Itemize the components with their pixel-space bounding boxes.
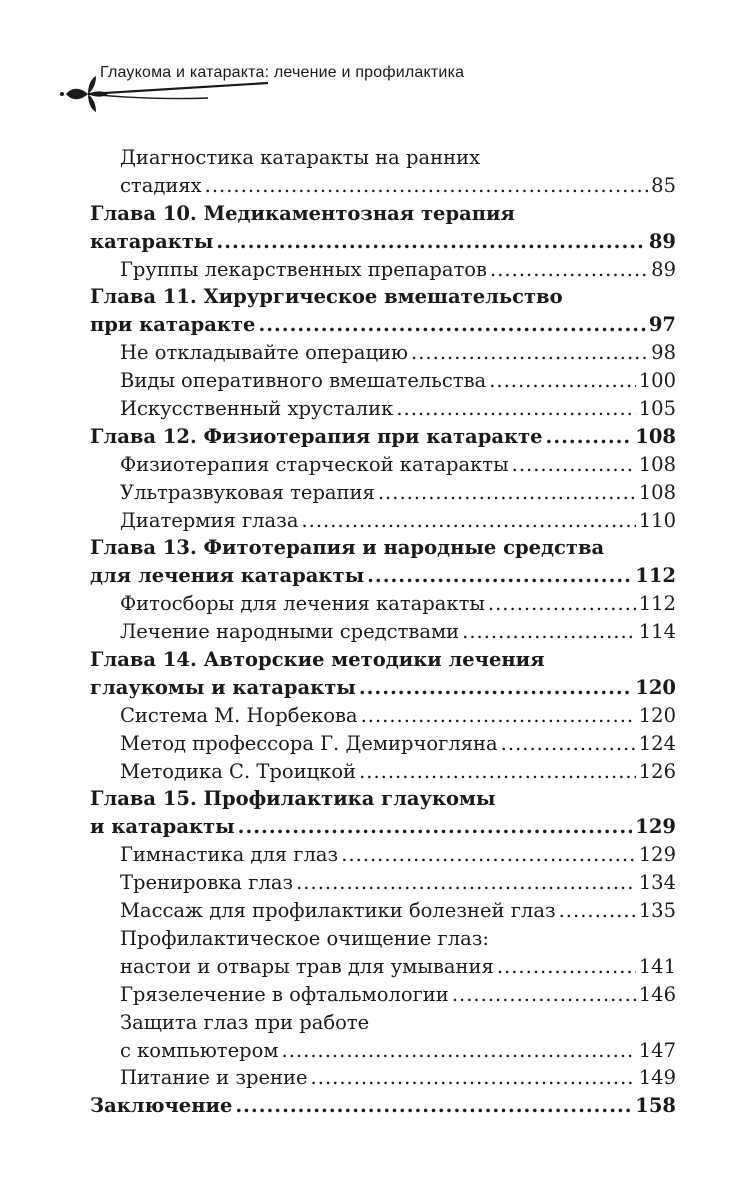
dot-leader (367, 562, 632, 590)
toc-entry-title: Питание и зрение (120, 1066, 308, 1090)
toc-section-line[interactable] (90, 367, 676, 395)
dot-leader (396, 395, 635, 423)
toc-section-line[interactable] (90, 590, 676, 618)
toc-page-number: 126 (638, 759, 676, 783)
toc-entry-title: Физиотерапия старческой катаракты (120, 452, 509, 476)
toc-entry-title: Защита глаз при работе (120, 1010, 370, 1034)
toc-page-number: 120 (635, 675, 676, 699)
toc-section-line[interactable] (90, 451, 676, 479)
toc-page-number: 112 (635, 564, 676, 588)
toc-section-line[interactable] (90, 702, 676, 730)
dot-leader (216, 228, 645, 256)
dot-leader (205, 172, 649, 200)
toc-entry-title: Ультразвуковая терапия (120, 480, 375, 504)
toc-chapter-line[interactable] (90, 562, 676, 590)
toc-section-line[interactable] (90, 618, 676, 646)
toc-page-number: 108 (638, 480, 676, 504)
toc-section-line[interactable] (90, 953, 676, 981)
toc-entry-title: Виды оперативного вмешательства (120, 369, 487, 393)
toc-entry-title: Методика С. Троицкой (120, 759, 357, 783)
toc-page-number: 158 (635, 1094, 676, 1118)
toc-page-number: 124 (638, 731, 676, 755)
toc-entry-title: Система М. Норбекова (120, 703, 358, 727)
toc-page-number: 110 (638, 508, 676, 532)
toc-entry-title: настои и отвары трав для умывания (120, 954, 494, 978)
toc-chapter-line[interactable] (90, 785, 676, 813)
running-header-title: Глаукома и катаракта: лечение и профилактика (100, 64, 465, 81)
toc-page-number: 100 (638, 369, 676, 393)
toc-entry-title: и катаракты (90, 815, 235, 839)
toc-entry-title: для лечения катаракты (90, 564, 365, 588)
dot-leader (452, 981, 636, 1009)
toc-page-number: 120 (638, 703, 676, 727)
toc-entry-title: Группы лекарственных препаратов (120, 257, 487, 281)
dot-leader (546, 423, 633, 451)
toc-entry-title: Глава 10. Медикаментозная терапия (90, 201, 515, 225)
toc-page-number: 134 (638, 871, 676, 895)
toc-entry-title: Не откладывайте операцию (120, 341, 409, 365)
toc-entry-title: Массаж для профилактики болезней глаз (120, 899, 556, 923)
toc-chapter-line[interactable] (90, 200, 676, 228)
toc-entry-title: Фитосборы для лечения катаракты (120, 592, 485, 616)
toc-entry-title: катаракты (90, 229, 214, 253)
toc-section-line[interactable] (90, 1064, 676, 1092)
toc-entry-title: Искусственный хрусталик (120, 397, 394, 421)
toc-section-line[interactable] (90, 256, 676, 284)
dot-leader (282, 1037, 636, 1065)
toc-section-line[interactable] (90, 925, 676, 953)
toc-entry-title: Гимнастика для глаз (120, 843, 339, 867)
toc-entry-title: Профилактическое очищение глаз: (120, 926, 489, 950)
toc-chapter-line[interactable] (90, 423, 676, 451)
toc-entry-title: Диагностика катаракты на ранних (120, 146, 481, 169)
toc-chapter-line[interactable] (90, 813, 676, 841)
dot-leader (238, 813, 633, 841)
dot-leader (378, 479, 636, 507)
toc-entry-title: Заключение (90, 1094, 233, 1118)
toc-page-number: 108 (638, 452, 676, 476)
toc-entry-title: Глава 11. Хирургическое вмешательство (90, 285, 563, 309)
toc-chapter-line[interactable] (90, 534, 676, 562)
toc-entry-title: Тренировка глаз (120, 871, 294, 895)
toc-page-number: 129 (638, 843, 676, 867)
toc-chapter-line[interactable] (90, 646, 676, 674)
toc-page-number: 146 (638, 982, 676, 1006)
toc-section-line[interactable] (90, 172, 676, 200)
toc-page-number: 149 (638, 1066, 676, 1090)
toc-page-number: 89 (648, 229, 676, 253)
toc-page-number: 85 (651, 173, 676, 197)
dot-leader (361, 702, 636, 730)
toc-page-number: 141 (638, 954, 676, 978)
toc-chapter-line[interactable] (90, 228, 676, 256)
toc-page-number: 97 (648, 313, 676, 337)
table-of-contents (90, 144, 676, 1120)
toc-entry-title: глаукомы и катаракты (90, 675, 356, 699)
toc-section-line[interactable] (90, 144, 676, 172)
toc-page-number: 98 (651, 341, 676, 365)
dot-leader (559, 897, 636, 925)
toc-entry-title: Диатермия глаза (120, 508, 299, 532)
dot-leader (359, 758, 636, 786)
dot-leader (489, 367, 636, 395)
toc-section-line[interactable] (90, 730, 676, 758)
toc-entry-title: Глава 12. Физиотерапия при катаракте (90, 424, 543, 448)
toc-section-line[interactable] (90, 981, 676, 1009)
toc-entry-title: стадиях (120, 173, 202, 197)
dot-leader (258, 311, 645, 339)
dot-leader (462, 618, 636, 646)
toc-chapter-line[interactable] (90, 311, 676, 339)
toc-page-number: 108 (635, 424, 676, 448)
dot-leader (497, 953, 636, 981)
toc-entry-title: при катаракте (90, 313, 256, 337)
toc-section-line[interactable] (90, 758, 676, 786)
toc-chapter-line[interactable] (90, 1092, 676, 1120)
dot-leader (311, 1064, 636, 1092)
toc-page-number: 129 (635, 815, 676, 839)
toc-section-line[interactable] (90, 339, 676, 367)
running-header (58, 58, 698, 128)
toc-page-number: 112 (638, 592, 676, 616)
toc-entry-title: Грязелечение в офтальмологии (120, 982, 449, 1006)
toc-page-number: 147 (638, 1038, 676, 1062)
toc-section-line[interactable] (90, 1009, 676, 1037)
dot-leader (512, 451, 636, 479)
dot-leader (296, 869, 636, 897)
toc-chapter-line[interactable] (90, 674, 676, 702)
dot-leader (235, 1092, 632, 1120)
toc-entry-title: с компьютером (120, 1038, 279, 1062)
toc-entry-title: Лечение народными средствами (120, 620, 460, 644)
dot-leader (341, 841, 636, 869)
toc-page-number: 135 (638, 899, 676, 923)
dot-leader (501, 730, 636, 758)
toc-section-line[interactable] (90, 897, 676, 925)
toc-entry-title: Метод профессора Г. Демирчогляна (120, 731, 498, 755)
toc-section-line[interactable] (90, 479, 676, 507)
toc-page-number: 114 (638, 620, 676, 644)
dot-leader (490, 256, 648, 284)
dot-leader (411, 339, 648, 367)
dot-leader (301, 507, 635, 535)
toc-chapter-line[interactable] (90, 283, 676, 311)
toc-entry-title: Глава 15. Профилактика глаукомы (90, 787, 496, 811)
dot-leader (359, 674, 632, 702)
toc-page-number: 89 (651, 257, 676, 281)
dot-leader (488, 590, 636, 618)
toc-section-line[interactable] (90, 395, 676, 423)
toc-page-number: 105 (638, 397, 676, 421)
toc-section-line[interactable] (90, 841, 676, 869)
toc-section-line[interactable] (90, 869, 676, 897)
toc-entry-title: Глава 13. Фитотерапия и народные средства (90, 536, 605, 560)
toc-section-line[interactable] (90, 507, 676, 535)
toc-section-line[interactable] (90, 1037, 676, 1065)
toc-entry-title: Глава 14. Авторские методики лечения (90, 648, 545, 672)
